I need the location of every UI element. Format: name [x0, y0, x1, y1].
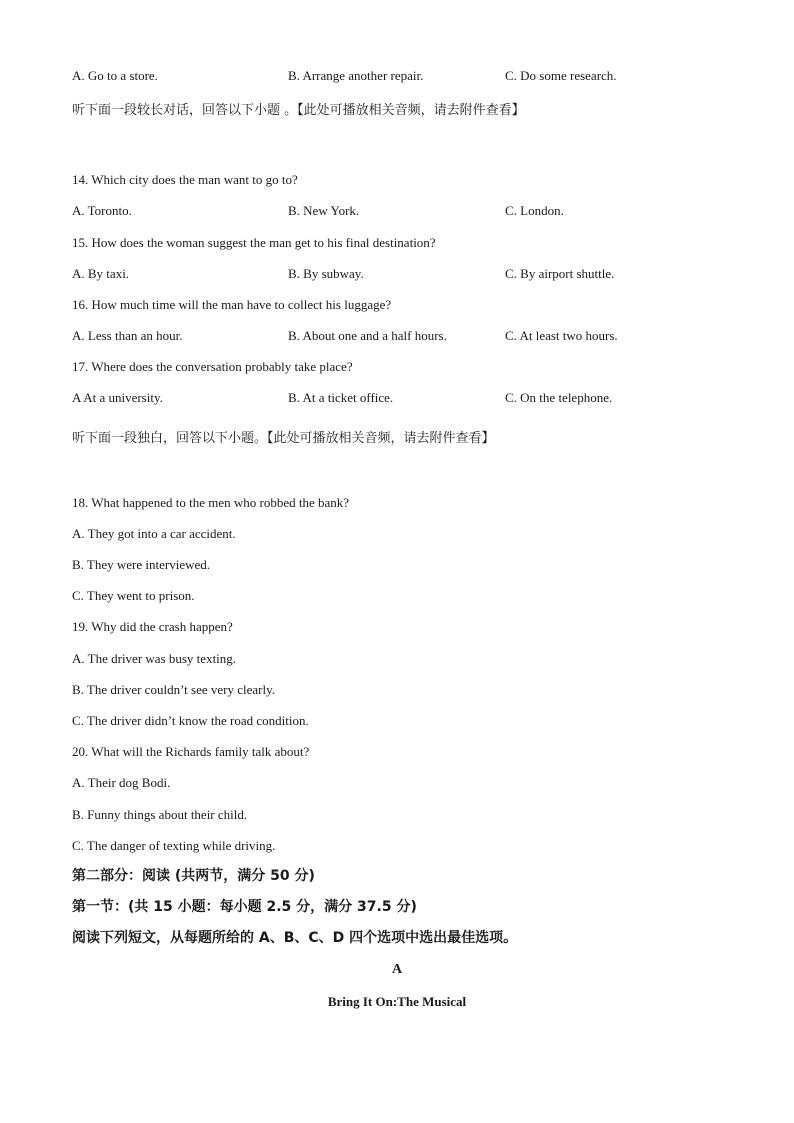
part2-heading: 第二部分：阅读 (共两节，满分 50 分): [72, 868, 315, 884]
q14-option-b: B. New York.: [288, 203, 360, 218]
q20-option-c: C. The danger of texting while driving.: [72, 838, 276, 853]
q16-option-c: C. At least two hours.: [505, 328, 618, 343]
q17-option-c: C. On the telephone.: [505, 390, 613, 405]
q17-option-a: A At a university.: [72, 390, 163, 405]
passage-title: Bring It On:The Musical: [327, 994, 467, 1009]
q17-stem: 17. Where does the conversation probably take place?: [72, 359, 353, 374]
q14-option-a: A. Toronto.: [72, 203, 132, 218]
q13-option-a: A. Go to a store.: [72, 68, 158, 83]
q13-option-b: B. Arrange another repair.: [288, 68, 424, 83]
q20-option-b: B. Funny things about their child.: [72, 807, 248, 822]
q15-option-a: A. By taxi.: [72, 266, 130, 281]
q18-stem: 18. What happened to the men who robbed the bank?: [72, 495, 350, 510]
q20-option-a: A. Their dog Bodi.: [72, 775, 171, 790]
monologue-instruction: 听下面一段独白，回答以下小题。【此处可播放相关音频，请去附件查看】: [72, 431, 495, 446]
q19-stem: 19. Why did the crash happen?: [72, 619, 233, 634]
q16-option-a: A. Less than an hour.: [72, 328, 183, 343]
q19-option-a: A. The driver was busy texting.: [72, 651, 237, 666]
q16-stem: 16. How much time will the man have to collect his luggage?: [72, 297, 392, 312]
q18-option-b: B. They were interviewed.: [72, 557, 211, 572]
q17-option-b: B. At a ticket office.: [288, 390, 394, 405]
q16-option-b: B. About one and a half hours.: [288, 328, 447, 343]
q15-option-b: B. By subway.: [288, 266, 364, 281]
q18-option-c: C. They went to prison.: [72, 588, 195, 603]
q13-option-c: C. Do some research.: [505, 68, 617, 83]
passage-label: A: [391, 962, 403, 977]
q15-stem: 15. How does the woman suggest the man get to his final destination?: [72, 235, 436, 250]
part2-instruction: 阅读下列短文，从每题所给的 A、B、C、D 四个选项中选出最佳选项。: [72, 930, 518, 946]
q14-option-c: C. London.: [505, 203, 564, 218]
q14-stem: 14. Which city does the man want to go to?: [72, 172, 298, 187]
part2-section1: 第一节：(共 15 小题：每小题 2.5 分，满分 37.5 分): [72, 899, 417, 915]
q15-option-c: C. By airport shuttle.: [505, 266, 615, 281]
q19-option-c: C. The driver didn’t know the road condition.: [72, 713, 309, 728]
dialogue-instruction: 听下面一段较长对话，回答以下小题 。【此处可播放相关音频，请去附件查看】: [72, 103, 525, 118]
q19-option-b: B. The driver couldn’t see very clearly.: [72, 682, 275, 697]
q20-stem: 20. What will the Richards family talk about?: [72, 744, 310, 759]
q18-option-a: A. They got into a car accident.: [72, 526, 236, 541]
